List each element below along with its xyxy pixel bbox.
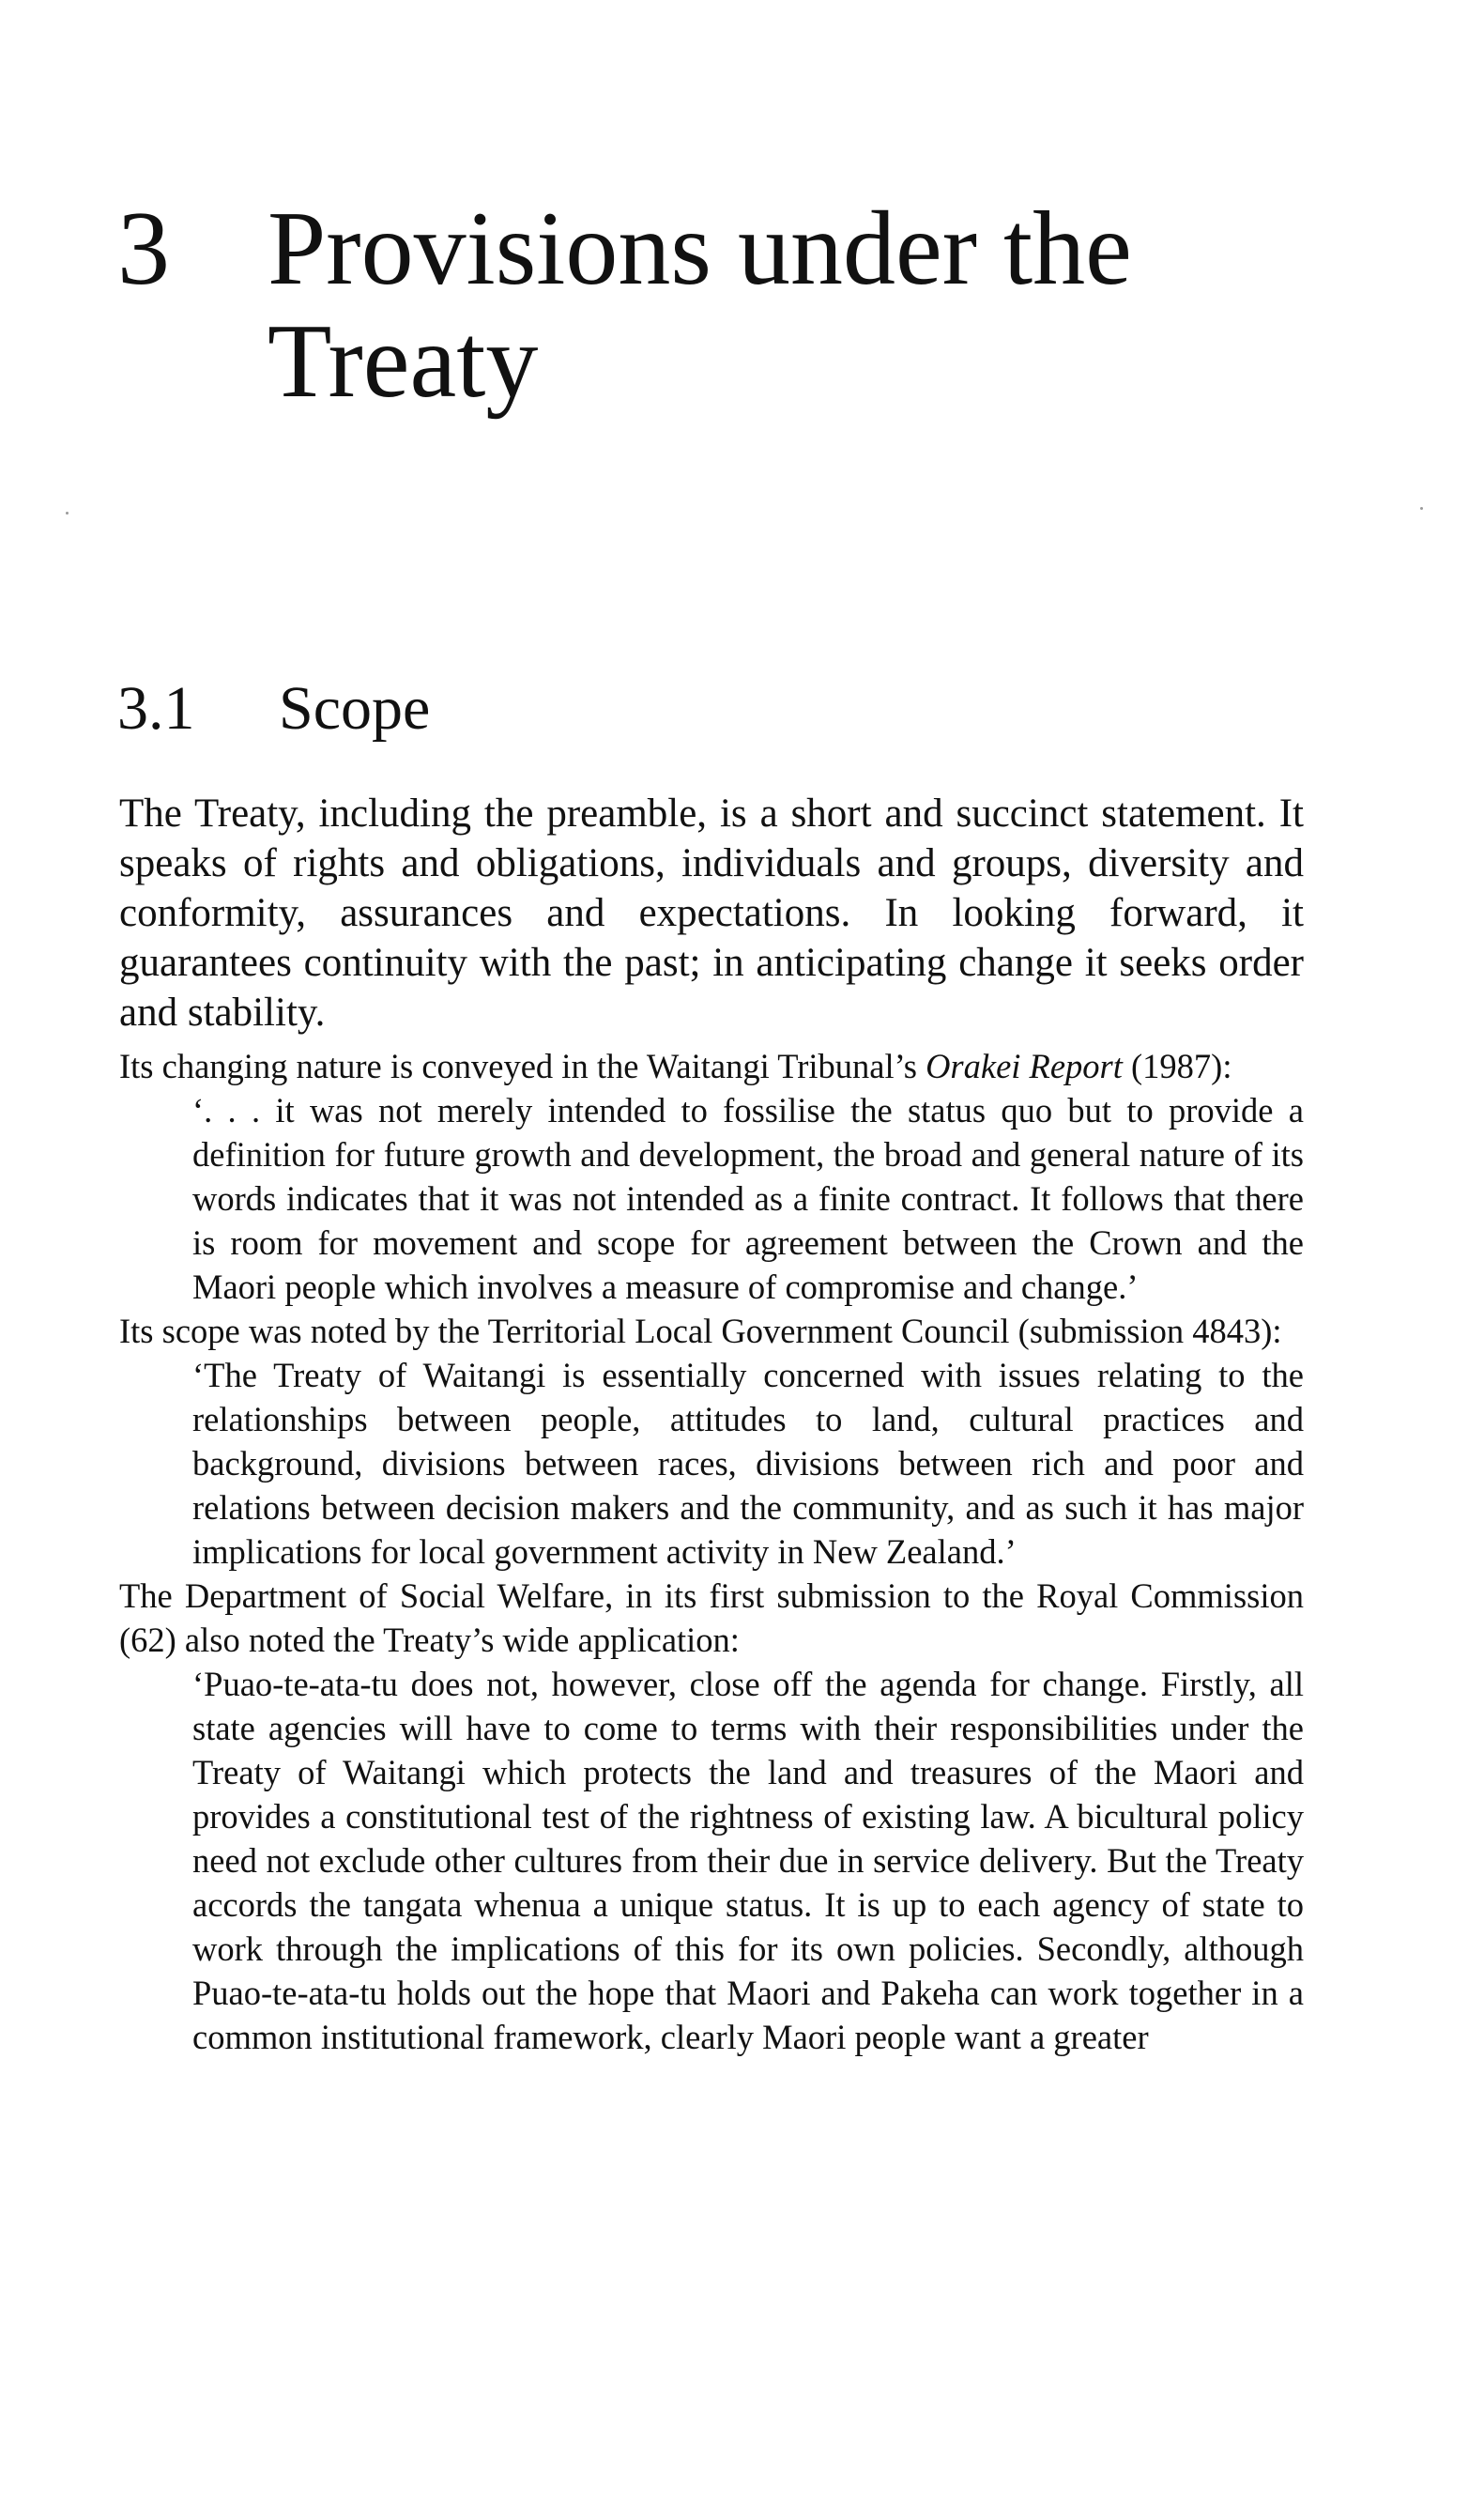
scan-speck-right — [1420, 507, 1423, 510]
quote-local-government-council: ‘The Treaty of Waitangi is essentially concerned with issues relating to the relationships between people, attitudes to land, cultural practices and background, divisions between races, divisions between rich and poor and relations between decision makers and the community, and as such it has major implications for local government activity in New Zealand.’ — [192, 1356, 1304, 1571]
paragraph-changing-nature — [119, 1044, 1304, 1088]
orakei-report-title: Orakei Report — [926, 1047, 1123, 1085]
paragraph-changing-nature-text: Its changing nature is conveyed in the Waitangi Tribunal’s — [119, 1047, 926, 1085]
scan-speck-left — [66, 512, 69, 515]
section-heading — [117, 671, 430, 746]
quote-social-welfare: ‘Puao-te-ata-tu does not, however, close off the agenda for change. Firstly, all state agencies will have to come to terms with their responsibilities under the Treaty of Waitangi which protects the land and treasures of the Maori and provides a constitutional test of the rightness of existing law. A bicultural policy need not exclude other cultures from their due in service delivery. But the Treaty accords the tangata whenua a unique status. It is up to each agency of state to work through the implications of this for its own policies. Secondly, although Puao-te-ata-tu holds out the hope that Maori and Pakeha can work together in a common institutional framework, clearly Maori people want a greater — [192, 1665, 1304, 2056]
body-text — [119, 789, 1304, 2059]
paragraph-changing-nature-end: (1987): — [1122, 1047, 1232, 1085]
lead-paragraph: The Treaty, including the preamble, is a short and succinct statement. It speaks of rights and obligations, individuals and groups, diversity and conformity, assurances and expectations. In looking forward, it guarantees continuity with the past; in anticipating change it seeks order and stability. — [119, 791, 1304, 1035]
section-number: 3.1 — [117, 674, 195, 743]
quote-orakei-report: ‘. . . it was not merely intended to fossilise the status quo but to provide a definition for future growth and development, the broad and general nature of its words indicates that it was not intended as a finite contract. It follows that there is room for movement and scope for agreement between the Crown and the Maori people which involves a measure of compromise and change.’ — [192, 1091, 1304, 1306]
paragraph-scope: Its scope was noted by the Territorial Local Government Council (submission 4843): — [119, 1312, 1282, 1350]
section-title: Scope — [279, 674, 431, 743]
chapter-number: 3 — [117, 191, 170, 307]
paragraph-social-welfare: The Department of Social Welfare, in its first submission to the Royal Commission (62) also noted the Treaty’s wide application: — [119, 1576, 1304, 1659]
chapter-title: Provisions under the Treaty — [268, 191, 1132, 420]
chapter-heading — [117, 192, 1338, 418]
